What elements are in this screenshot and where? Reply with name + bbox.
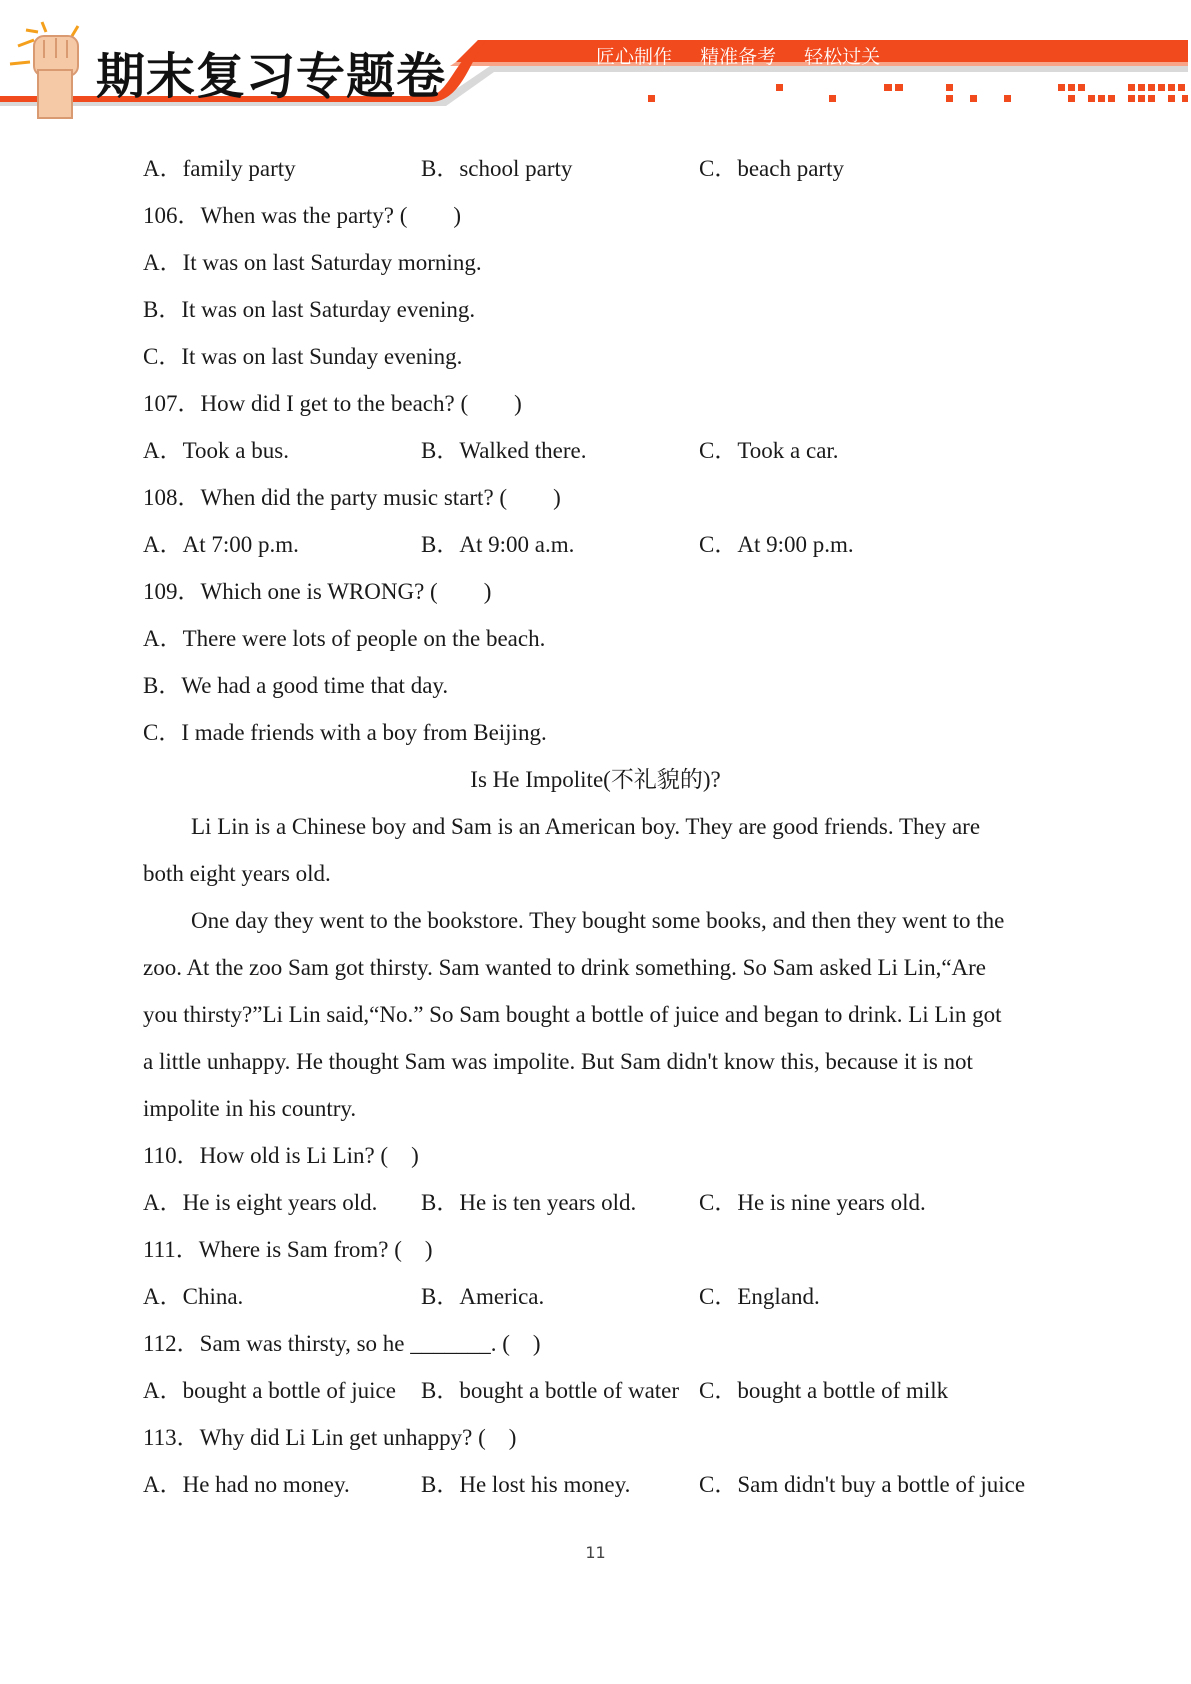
option-b: B．He lost his money. (421, 1472, 631, 1497)
option-a: A．He is eight years old. (143, 1190, 378, 1215)
option-a: A．He had no money. (143, 1472, 350, 1497)
passage-line: Li Lin is a Chinese boy and Sam is an American boy. They are good friends. They are (191, 814, 981, 839)
option-c: C．He is nine years old. (699, 1190, 926, 1215)
slogan-3: 轻松过关 (804, 46, 881, 68)
slogan-1: 匠心制作 (596, 46, 673, 68)
option-a: A．Took a bus. (143, 438, 289, 463)
question-text: 110．How old is Li Lin? ( ) (143, 1143, 419, 1168)
decorative-squares (648, 84, 1188, 102)
option-line: A．There were lots of people on the beach. (143, 626, 546, 651)
question-text: 106．When was the party? ( ) (143, 203, 462, 228)
option-line: C．I made friends with a boy from Beijing. (143, 720, 547, 745)
header-slogans (596, 42, 902, 69)
option-a: A．family party (143, 156, 296, 181)
option-row (0, 1188, 1191, 1218)
slogan-2: 精准备考 (700, 46, 777, 68)
passage-line: both eight years old. (143, 861, 331, 886)
passage-line: a little unhappy. He thought Sam was impolite. But Sam didn't know this, because it is not (143, 1049, 973, 1074)
passage-line: you thirsty?”Li Lin said,“No.” So Sam bought a bottle of juice and began to drink. Li Lin got (143, 1002, 1002, 1027)
option-row (0, 530, 1191, 560)
option-line: B．It was on last Saturday evening. (143, 297, 476, 322)
option-a: A．bought a bottle of juice (143, 1378, 396, 1403)
option-b: B．At 9:00 a.m. (421, 532, 575, 557)
option-b: B．He is ten years old. (421, 1190, 637, 1215)
option-row (0, 154, 1191, 184)
passage-line: zoo. At the zoo Sam got thirsty. Sam wanted to drink something. So Sam asked Li Lin,“Are (143, 955, 987, 980)
option-b: B．America. (421, 1284, 545, 1309)
option-b: B．school party (421, 156, 573, 181)
option-row (0, 1376, 1191, 1406)
option-c: C．At 9:00 p.m. (699, 532, 854, 557)
option-b: B．Walked there. (421, 438, 587, 463)
option-line: C．It was on last Sunday evening. (143, 344, 463, 369)
page-header (0, 0, 1191, 125)
option-line: A．It was on last Saturday morning. (143, 250, 482, 275)
page-number: 11 (585, 1543, 606, 1562)
option-c: C．beach party (699, 156, 844, 181)
option-c: C．bought a bottle of milk (699, 1378, 949, 1403)
option-c: C．Sam didn't buy a bottle of juice (699, 1472, 1026, 1497)
option-row (0, 1282, 1191, 1312)
passage-title: Is He Impolite(不礼貌的)? (470, 767, 721, 792)
passage-line: impolite in his country. (143, 1096, 357, 1121)
option-a: A．China. (143, 1284, 244, 1309)
passage-line: One day they went to the bookstore. They bought some books, and then they went to the (191, 908, 1005, 933)
option-c: C．Took a car. (699, 438, 839, 463)
option-c: C．England. (699, 1284, 820, 1309)
option-row (0, 436, 1191, 466)
option-row (0, 1470, 1191, 1500)
option-b: B．bought a bottle of water (421, 1378, 680, 1403)
question-text: 112．Sam was thirsty, so he _______. ( ) (143, 1331, 541, 1356)
question-text: 107．How did I get to the beach? ( ) (143, 391, 522, 416)
question-text: 109．Which one is WRONG? ( ) (143, 579, 492, 604)
question-text: 111．Where is Sam from? ( ) (143, 1237, 433, 1262)
header-title: 期末复习专题卷 (96, 48, 447, 105)
question-text: 108．When did the party music start? ( ) (143, 485, 561, 510)
option-line: B．We had a good time that day. (143, 673, 449, 698)
option-a: A．At 7:00 p.m. (143, 532, 299, 557)
question-text: 113．Why did Li Lin get unhappy? ( ) (143, 1425, 517, 1450)
